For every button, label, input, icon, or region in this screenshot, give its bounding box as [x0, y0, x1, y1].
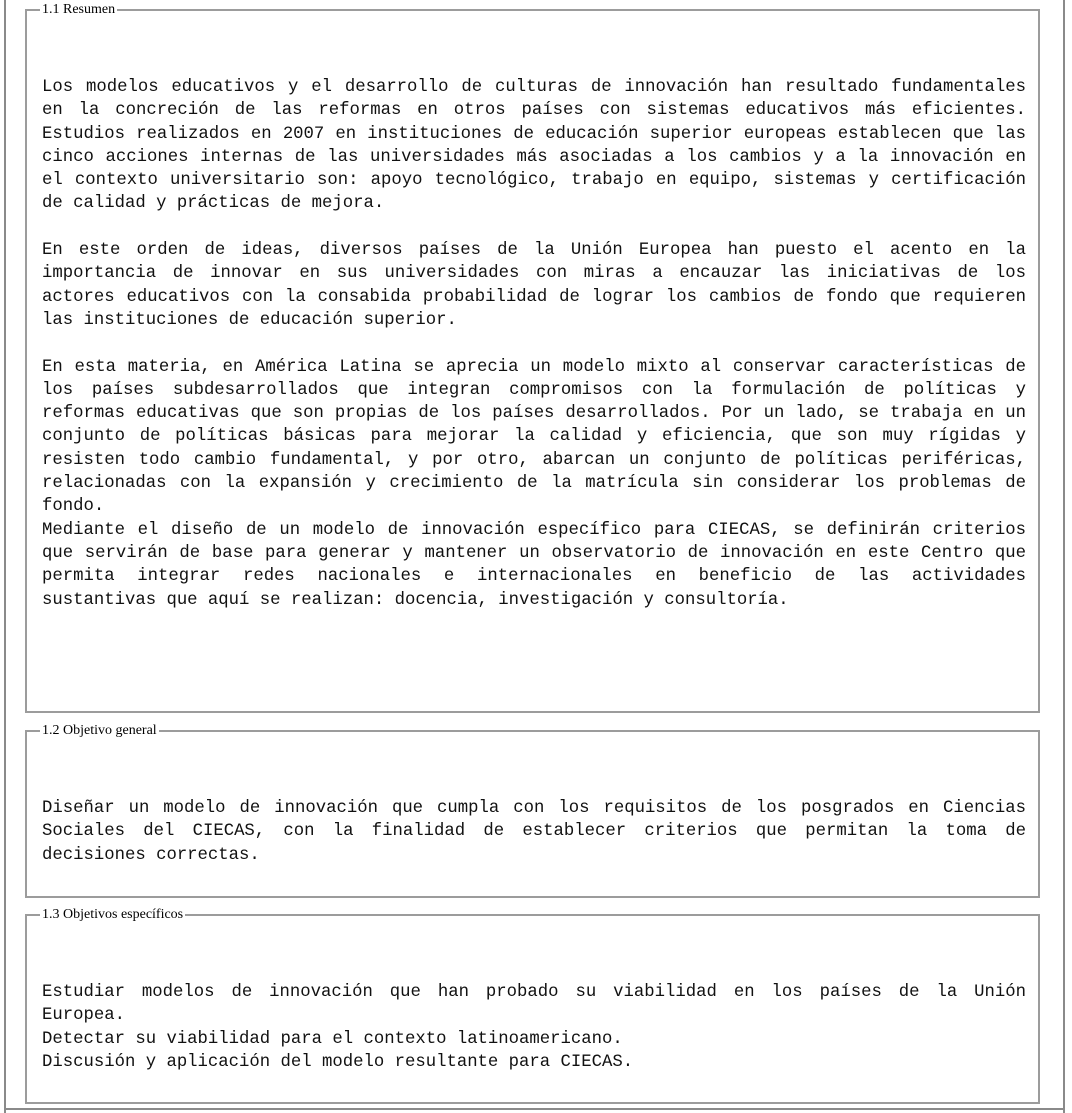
- outer-frame-right: [1063, 0, 1065, 1113]
- paragraph: Mediante el diseño de un modelo de innovación específico para CIECAS, se definirán criterios que servirán de base para generar y mantener un observatorio de innovación en este Centro que permita integrar redes nacionales e internacionales en beneficio de las actividades sustantivas que aquí se realizan: docencia, investigación y consultoría.: [42, 520, 1026, 610]
- section-title: 1.1 Resumen: [42, 2, 116, 17]
- section-body: [42, 981, 1026, 1074]
- paragraph: Diseñar un modelo de innovación que cumpla con los requisitos de los posgrados en Ciencias Sociales del CIECAS, con la finalidad de establecer criterios que permitan la toma de decisiones correctas.: [42, 799, 1026, 865]
- outer-frame-left: [4, 0, 6, 1113]
- section-title: 1.2 Objetivo general: [42, 723, 157, 738]
- section-body: [42, 76, 1026, 635]
- paragraph: En este orden de ideas, diversos países de la Unión Europea han puesto el acento en la importancia de innovar en sus universidades con miras a encauzar las iniciativas de los actores educativos con la consabida probabilidad de lograr los cambios de fondo que requieren las instituciones de educación superior.: [42, 241, 1026, 330]
- section-title: 1.3 Objetivos específicos: [42, 907, 184, 922]
- paragraph: En esta materia, en América Latina se aprecia un modelo mixto al conservar características de los países subdesarrollados que integran compromisos con la formulación de políticas y reformas educativas que son propias de los países desarrollados. Por un lado, se trabaja en un conjunto de políticas básicas para mejorar la calidad y eficiencia, que son muy rígidas y resisten todo cambio fundamental, y por otro, abarcan un conjunto de políticas periféricas, relacionadas con la expansión y crecimiento de la matrícula sin considerar los problemas de fondo.: [42, 357, 1026, 517]
- paragraph: Los modelos educativos y el desarrollo de culturas de innovación han resultado fundamentales en la concreción de las reformas en otros países con sistemas educativos más eficientes. Estudios realizados en 2007 en instituciones de educación superior europeas establecen que las cinco acciones internas de las universidades más asociadas a los cambios y a la innovación en el contexto universitario son: apoyo tecnológico, trabajo en equipo, sistemas y certificación de calidad y prácticas de mejora.: [42, 78, 1026, 214]
- objective-line: Detectar su viabilidad para el contexto latinoamericano.: [42, 1029, 623, 1049]
- outer-frame-bottom: [4, 1108, 1065, 1110]
- objective-line: Estudiar modelos de innovación que han probado su viabilidad en los países de la Unión Europea.: [42, 983, 1026, 1026]
- objective-line: Discusión y aplicación del modelo resultante para CIECAS.: [42, 1052, 634, 1072]
- section-objetivo-general: [25, 723, 1040, 898]
- section-objetivos-especificos: [25, 907, 1040, 1104]
- section-resumen: [25, 2, 1040, 713]
- section-body: [42, 797, 1026, 867]
